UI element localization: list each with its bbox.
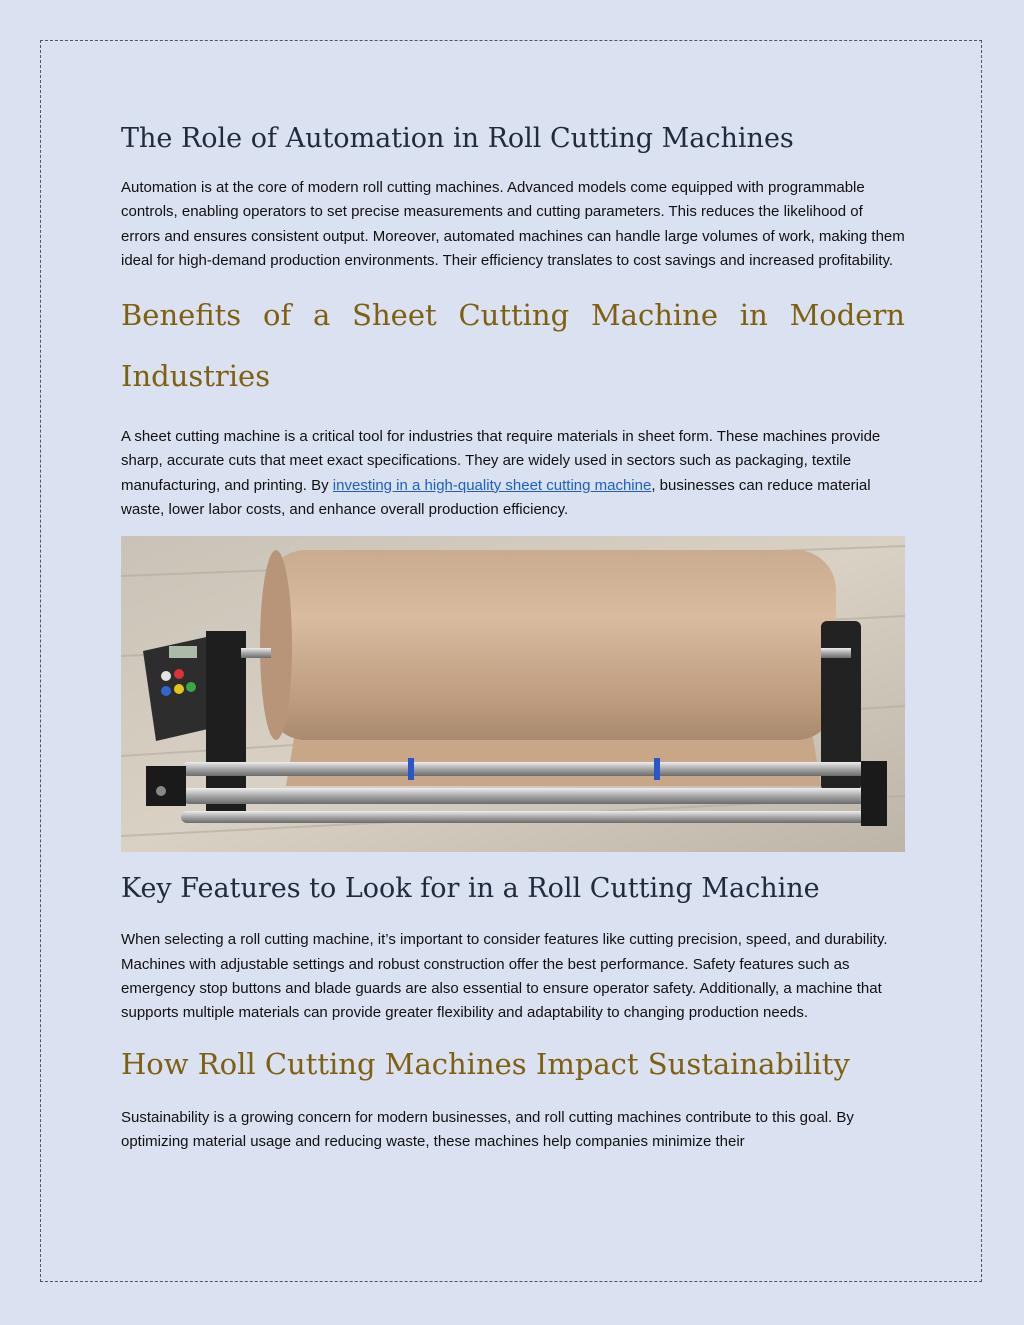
paragraph-automation: Automation is at the core of modern roll cutting machines. Advanced models come equipped with programmable controls, enabling operators to set precise measurements and cutting parameters. This reduces the likelihood of errors and ensures consistent output. Moreover, automated machines can handle large volumes of work, making them ideal for high-demand production environments. Their efficiency translates to cost savings and increased profitability. [121, 179, 905, 269]
roll-cutting-machine-photo [121, 536, 905, 852]
paragraph-key-features: When selecting a roll cutting machine, it’s important to consider features like cutting precision, speed, and durability. Machines with adjustable settings and robust construction offer the best performance. Safety features such as emergency stop buttons and blade guards are also essential to ensure operator safety. Additionally, a machine that supports multiple materials can provide greater flexibility and adaptability to changing production needs. [121, 931, 888, 1022]
heading-benefits: Benefits of a Sheet Cutting Machine in Modern Industries [121, 298, 905, 394]
paragraph-benefits-after: , businesses can reduce material waste, lower labor costs, and enhance overall production efficiency. [121, 476, 871, 519]
heading-sustainability: How Roll Cutting Machines Impact Sustainability [121, 1046, 850, 1081]
heading-automation: The Role of Automation in Roll Cutting Machines [121, 123, 794, 154]
paragraph-sustainability: Sustainability is a growing concern for modern businesses, and roll cutting machines contribute to this goal. By optimizing material usage and reducing waste, these machines help companies minimize their [121, 1108, 854, 1150]
sheet-cutting-machine-link[interactable]: investing in a high-quality sheet cutting machine [332, 476, 652, 494]
paragraph-benefits-before: A sheet cutting machine is a critical tool for industries that require materials in sheet form. These machines provide sharp, accurate cuts that meet exact specifications. They are widely used in sectors such as packaging, textile manufacturing, and printing. By [121, 428, 881, 494]
paragraph-benefits [121, 425, 905, 522]
document-content [121, 118, 905, 1154]
heading-key-features: Key Features to Look for in a Roll Cutting Machine [121, 873, 820, 905]
